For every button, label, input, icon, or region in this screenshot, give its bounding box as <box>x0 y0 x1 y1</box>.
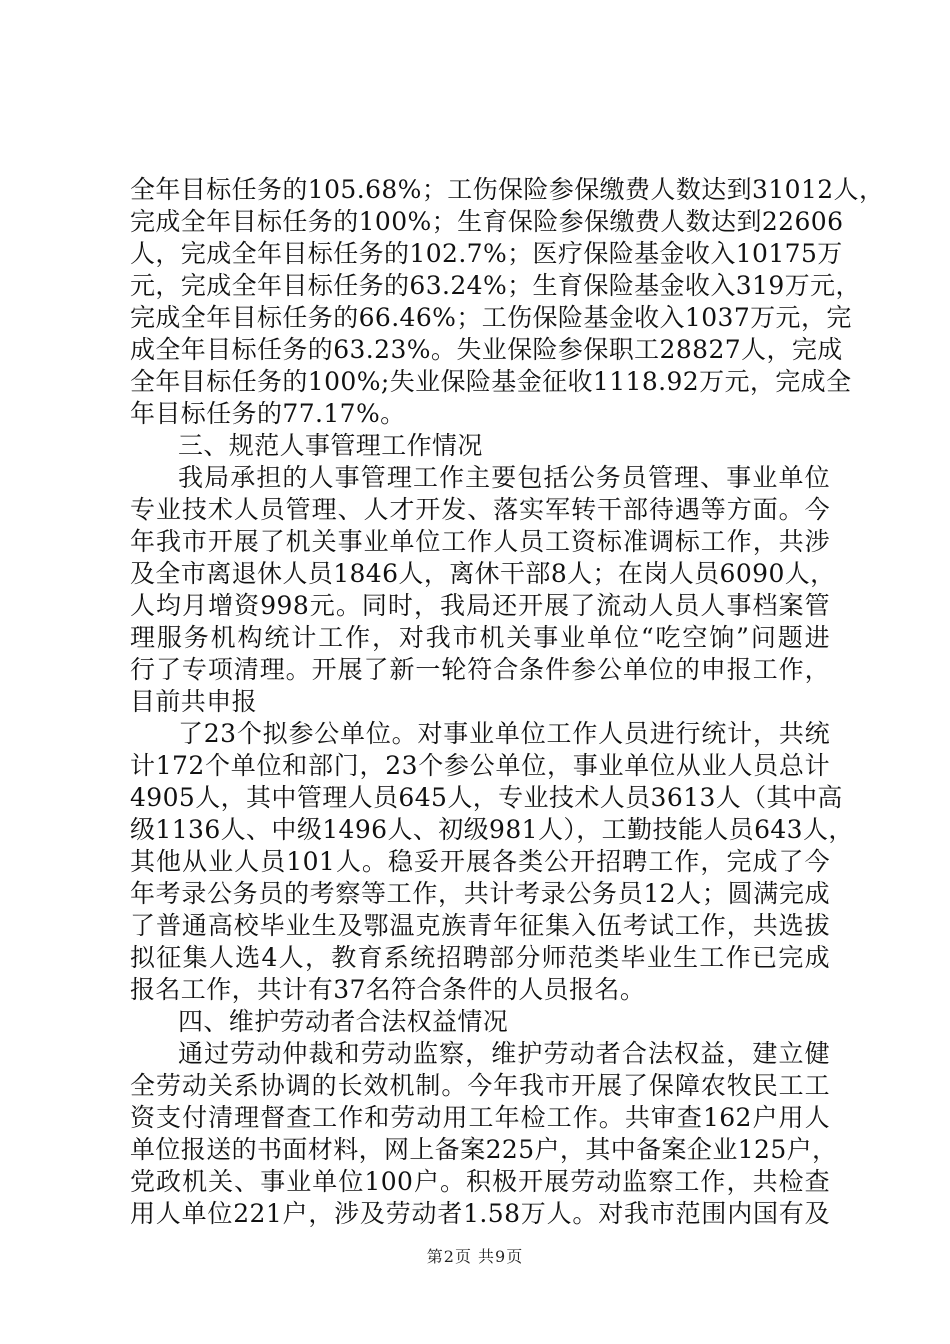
text-line: 元，完成全年目标任务的63.24%；生育保险基金收入319万元， <box>130 271 861 300</box>
text-line: 级1136人、中级1496人、初级981人），工勤技能人员643人， <box>130 815 854 844</box>
text-line: 及全市离退休人员1846人，离休干部8人；在岗人员6090人， <box>130 559 836 588</box>
text-line: 理服务机构统计工作，对我市机关事业单位“吃空饷”问题进 <box>130 623 830 652</box>
text-line: 完成全年目标任务的66.46%；工伤保险基金收入1037万元，完 <box>130 303 852 332</box>
text-line: 资支付清理督查工作和劳动用工年检工作。共审查162户用人 <box>130 1103 830 1132</box>
text-line: 用人单位221户，涉及劳动者1.58万人。对我市范围内国有及 <box>130 1199 830 1228</box>
text-line: 全劳动关系协调的长效机制。今年我市开展了保障农牧民工工 <box>130 1071 830 1100</box>
page-footer: 第2页 共9页 <box>426 1247 524 1266</box>
text-line: 年目标任务的77.17%。 <box>130 399 406 428</box>
text-line: 行了专项清理。开展了新一轮符合条件参公单位的申报工作， <box>130 655 830 684</box>
text-line: 了普通高校毕业生及鄂温克族青年征集入伍考试工作，共选拔 <box>130 911 830 940</box>
text-line: 通过劳动仲裁和劳动监察，维护劳动者合法权益，建立健 <box>178 1039 830 1068</box>
text-line: 完成全年目标任务的100%；生育保险参保缴费人数达到22606 <box>130 207 844 236</box>
text-line: 报名工作，共计有37名符合条件的人员报名。 <box>130 975 646 1004</box>
text-line: 党政机关、事业单位100户。积极开展劳动监察工作，共检查 <box>130 1167 830 1196</box>
text-line: 全年目标任务的100%;失业保险基金征收1118.92万元，完成全 <box>130 367 852 396</box>
text-line: 拟征集人选4人，教育系统招聘部分师范类毕业生工作已完成 <box>130 943 830 972</box>
text-line: 人，完成全年目标任务的102.7%；医疗保险基金收入10175万 <box>130 239 843 268</box>
text-line: 我局承担的人事管理工作主要包括公务员管理、事业单位 <box>178 463 830 492</box>
text-line: 了23个拟参公单位。对事业单位工作人员进行统计，共统 <box>178 719 830 748</box>
text-line: 人均月增资998元。同时，我局还开展了流动人员人事档案管 <box>130 591 830 620</box>
text-line: 其他从业人员101人。稳妥开展各类公开招聘工作，完成了今 <box>130 847 830 876</box>
text-line: 单位报送的书面材料，网上备案225户，其中备案企业125户， <box>130 1135 838 1164</box>
text-line: 年我市开展了机关事业单位工作人员工资标准调标工作，共涉 <box>130 527 830 556</box>
text-line: 全年目标任务的105.68%；工伤保险参保缴费人数达到31012人， <box>130 175 885 204</box>
text-line: 4905人，其中管理人员645人，专业技术人员3613人（其中高 <box>130 783 843 812</box>
document-body <box>130 174 885 1230</box>
text-line: 年考录公务员的考察等工作，共计考录公务员12人；圆满完成 <box>130 879 830 908</box>
text-line: 目前共申报 <box>130 687 258 716</box>
text-line: 计172个单位和部门，23个参公单位，事业单位从业人员总计 <box>130 751 830 780</box>
text-line: 成全年目标任务的63.23%。失业保险参保职工28827人，完成 <box>130 335 843 364</box>
text-line: 专业技术人员管理、人才开发、落实军转干部待遇等方面。今 <box>130 495 830 524</box>
text-line: 三、规范人事管理工作情况 <box>178 431 483 460</box>
text-line: 四、维护劳动者合法权益情况 <box>178 1007 509 1036</box>
